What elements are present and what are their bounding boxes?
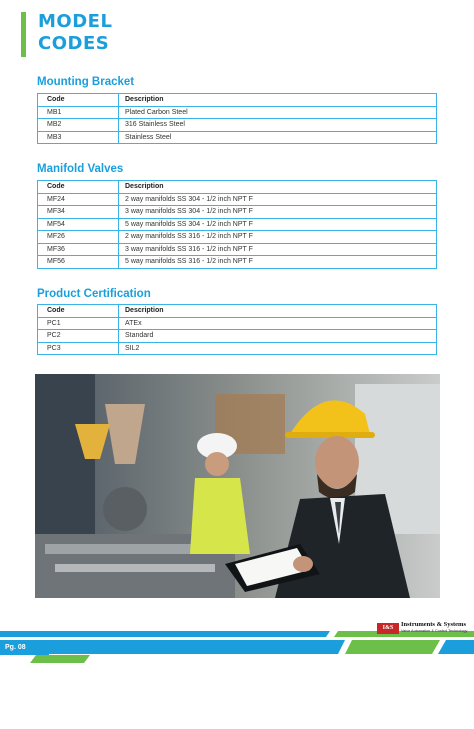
manifold-valves-table bbox=[37, 180, 437, 269]
table-header-row bbox=[38, 94, 437, 107]
cell-description: 5 way manifolds SS 316 - 1/2 inch NPT F bbox=[119, 256, 437, 269]
cell-code: MB3 bbox=[38, 131, 119, 144]
table-row bbox=[38, 342, 437, 355]
cell-code: MB2 bbox=[38, 119, 119, 132]
title-accent-bar bbox=[21, 12, 26, 57]
photo-illustration bbox=[35, 374, 440, 598]
table-row bbox=[38, 131, 437, 144]
cell-code: MF24 bbox=[38, 193, 119, 206]
cell-description: 2 way manifolds SS 304 - 1/2 inch NPT F bbox=[119, 193, 437, 206]
logo-tagline: Valve Automation & Control Technology bbox=[401, 629, 468, 633]
page-title-line1: MODEL bbox=[38, 11, 113, 32]
column-header-description: Description bbox=[119, 94, 437, 107]
table-row bbox=[38, 106, 437, 119]
cell-description: 3 way manifolds SS 316 - 1/2 inch NPT F bbox=[119, 243, 437, 256]
table-row bbox=[38, 231, 437, 244]
column-header-description: Description bbox=[119, 181, 437, 194]
table-header-row bbox=[38, 181, 437, 194]
logo-mark: I&S bbox=[377, 623, 399, 634]
cell-code: MF26 bbox=[38, 231, 119, 244]
table-row bbox=[38, 206, 437, 219]
cell-description: 3 way manifolds SS 304 - 1/2 inch NPT F bbox=[119, 206, 437, 219]
logo-company-name: Instruments & Systems bbox=[401, 621, 466, 628]
cell-code: PC1 bbox=[38, 317, 119, 330]
cell-code: MF56 bbox=[38, 256, 119, 269]
column-header-code: Code bbox=[38, 181, 119, 194]
table-row bbox=[38, 218, 437, 231]
cell-code: MB1 bbox=[38, 106, 119, 119]
table-row bbox=[38, 119, 437, 132]
cell-code: MF36 bbox=[38, 243, 119, 256]
table-row bbox=[38, 193, 437, 206]
cell-code: MF34 bbox=[38, 206, 119, 219]
section-title-manifold-valves: Manifold Valves bbox=[37, 163, 124, 175]
cell-code: PC3 bbox=[38, 342, 119, 355]
cell-code: MF54 bbox=[38, 218, 119, 231]
footer-main-stripe bbox=[0, 640, 474, 654]
page-number: Pg. 08 bbox=[0, 640, 49, 655]
cell-description: Standard bbox=[119, 330, 437, 343]
engineer-factory-photo bbox=[35, 374, 440, 598]
cell-description: ATEx bbox=[119, 317, 437, 330]
cell-description: 2 way manifolds SS 316 - 1/2 inch NPT F bbox=[119, 231, 437, 244]
column-header-description: Description bbox=[119, 305, 437, 318]
cell-code: PC2 bbox=[38, 330, 119, 343]
cell-description: Plated Carbon Steel bbox=[119, 106, 437, 119]
footer-green-accent bbox=[30, 655, 90, 663]
page-title bbox=[38, 11, 112, 55]
column-header-code: Code bbox=[38, 305, 119, 318]
product-certification-table bbox=[37, 304, 437, 355]
section-title-product-certification: Product Certification bbox=[37, 288, 151, 300]
table-row bbox=[38, 243, 437, 256]
cell-description: 5 way manifolds SS 304 - 1/2 inch NPT F bbox=[119, 218, 437, 231]
table-row bbox=[38, 330, 437, 343]
cell-description: 316 Stainless Steel bbox=[119, 119, 437, 132]
cell-description: SIL2 bbox=[119, 342, 437, 355]
company-logo bbox=[377, 622, 467, 634]
table-row bbox=[38, 256, 437, 269]
mounting-bracket-table bbox=[37, 93, 437, 144]
table-row bbox=[38, 317, 437, 330]
cell-description: Stainless Steel bbox=[119, 131, 437, 144]
column-header-code: Code bbox=[38, 94, 119, 107]
section-title-mounting-bracket: Mounting Bracket bbox=[37, 76, 135, 88]
page-title-line2: CODES bbox=[38, 33, 110, 54]
table-header-row bbox=[38, 305, 437, 318]
